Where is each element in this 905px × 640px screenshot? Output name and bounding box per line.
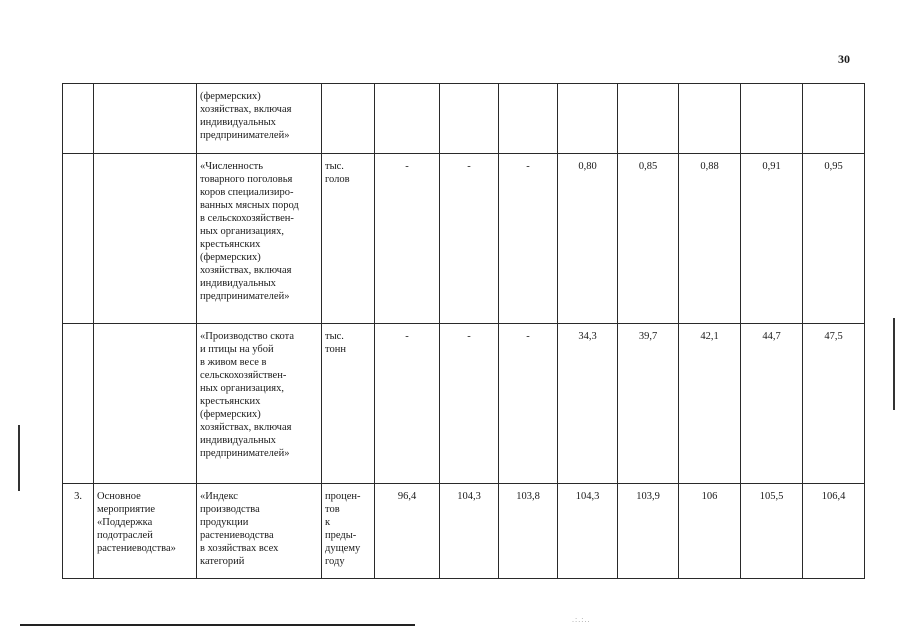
indicator-name-cell: «Численность товарного поголовья коров специализиро- ванных мясных пород в сельскохозяйствен- ных организациях, крестьянских (фермерских) хозяйствах, включая индивидуальных предпринимателей» (197, 154, 322, 324)
scan-artifact-right (893, 318, 895, 410)
value-cell: - (499, 154, 558, 324)
event-cell: Основное мероприятие «Поддержка подотраслей растениеводства» (94, 484, 197, 579)
table-row (63, 84, 865, 154)
row-number-cell (63, 84, 94, 154)
unit-cell: тыс. голов (322, 154, 375, 324)
value-cell: 0,80 (558, 154, 618, 324)
unit-cell (322, 84, 375, 154)
event-cell (94, 324, 197, 484)
value-cell: 103,9 (618, 484, 679, 579)
value-cell: 44,7 (741, 324, 803, 484)
value-cell: 104,3 (558, 484, 618, 579)
row-number-cell (63, 154, 94, 324)
value-cell: 105,5 (741, 484, 803, 579)
indicator-name-cell: «Индекс производства продукции растениеводства в хозяйствах всех категорий (197, 484, 322, 579)
value-cell: 0,85 (618, 154, 679, 324)
unit-cell: тыс. тонн (322, 324, 375, 484)
value-cell (803, 84, 865, 154)
value-cell: 39,7 (618, 324, 679, 484)
table-row (63, 324, 865, 484)
value-cell: 106,4 (803, 484, 865, 579)
value-cell: 103,8 (499, 484, 558, 579)
value-cell: 96,4 (375, 484, 440, 579)
value-cell: 106 (679, 484, 741, 579)
value-cell: 42,1 (679, 324, 741, 484)
value-cell: - (375, 154, 440, 324)
scan-artifact-dots: .:.:.. (572, 615, 591, 624)
scan-artifact-left (18, 425, 20, 491)
value-cell: - (499, 324, 558, 484)
value-cell (375, 84, 440, 154)
value-cell: 47,5 (803, 324, 865, 484)
value-cell (618, 84, 679, 154)
value-cell (558, 84, 618, 154)
indicator-name-cell: «Производство скота и птицы на убой в живом весе в сельскохозяйствен- ных организациях, крестьянских (фермерских) хозяйствах, включая индивидуальных предпринимателей» (197, 324, 322, 484)
value-cell: - (440, 154, 499, 324)
page-number: 30 (838, 52, 850, 66)
value-cell (499, 84, 558, 154)
value-cell: 0,88 (679, 154, 741, 324)
indicator-name-cell: (фермерских) хозяйствах, включая индивидуальных предпринимателей» (197, 84, 322, 154)
scan-artifact-bottom-line (20, 624, 415, 626)
table-row (63, 484, 865, 579)
value-cell: - (375, 324, 440, 484)
indicators-table (62, 83, 865, 579)
value-cell (440, 84, 499, 154)
value-cell: 34,3 (558, 324, 618, 484)
value-cell (741, 84, 803, 154)
value-cell: 104,3 (440, 484, 499, 579)
table-row (63, 154, 865, 324)
row-number-cell: 3. (63, 484, 94, 579)
value-cell: 0,95 (803, 154, 865, 324)
unit-cell: процен- тов к преды- дущему году (322, 484, 375, 579)
event-cell (94, 154, 197, 324)
value-cell: 0,91 (741, 154, 803, 324)
row-number-cell (63, 324, 94, 484)
value-cell (679, 84, 741, 154)
value-cell: - (440, 324, 499, 484)
event-cell (94, 84, 197, 154)
